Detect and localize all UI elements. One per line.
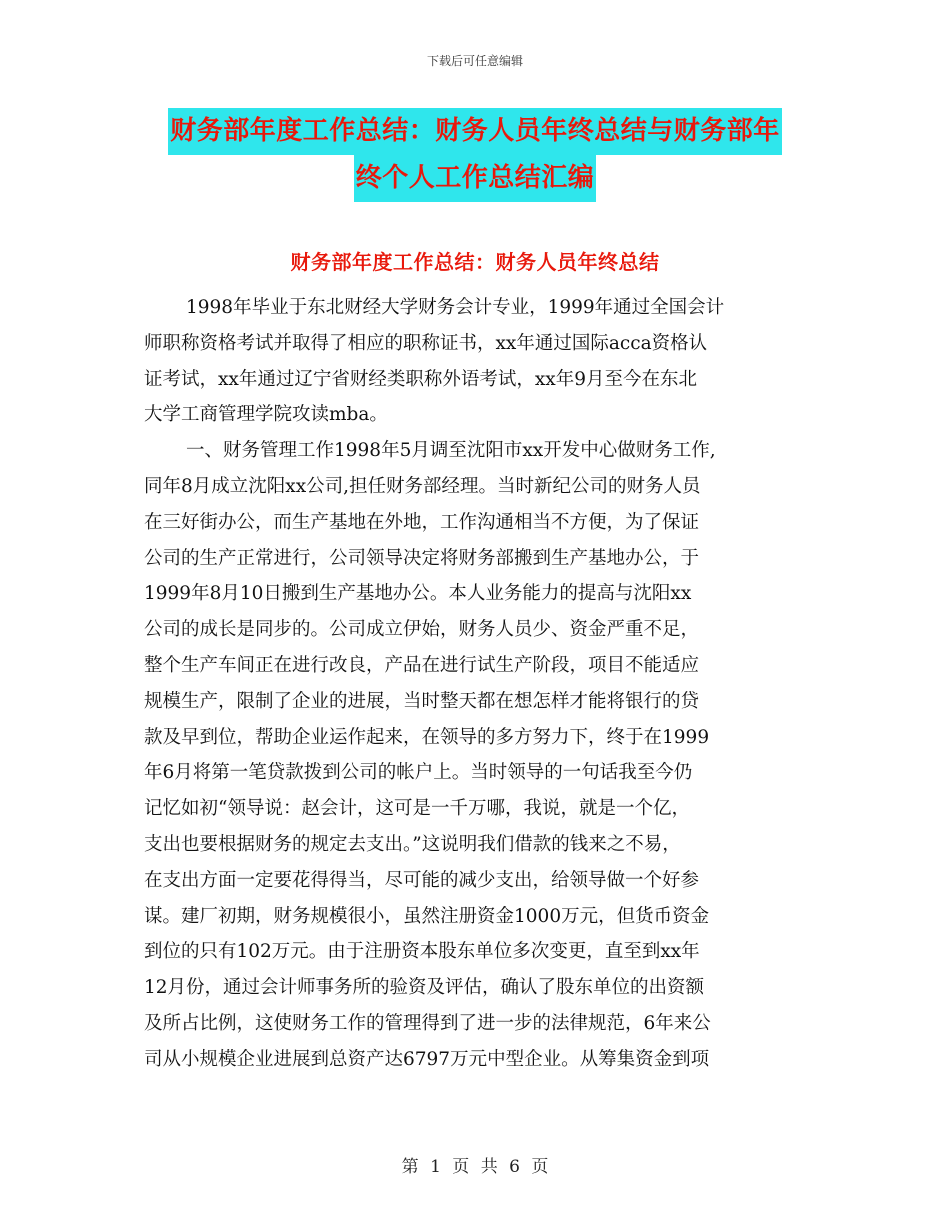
- paragraph-line: 在支出方面一定要花得得当，尽可能的减少支出，给领导做一个好参: [144, 869, 700, 891]
- paragraph-line: 年6月将第一笔贷款拨到公司的帐户上。当时领导的一句话我至今仍: [144, 762, 693, 784]
- paragraph-line: 公司的成长是同步的。公司成立伊始，财务人员少、资金严重不足，: [144, 619, 700, 641]
- paragraph-line: 到位的只有102万元。由于注册资本股东单位多次变更，直至到xx年: [144, 941, 700, 963]
- paragraph-line: 同年8月成立沈阳xx公司,担任财务部经理。当时新纪公司的财务人员: [144, 475, 701, 497]
- document-title-line-1: 财务部年度工作总结：财务人员年终总结与财务部年: [168, 108, 782, 155]
- paragraph-line: 整个生产车间正在进行改良，产品在进行试生产阶段，项目不能适应: [144, 654, 700, 676]
- paragraph-line: 规模生产，限制了企业的进展，当时整天都在想怎样才能将银行的贷: [144, 690, 700, 712]
- paragraph-line: 记忆如初“领导说：赵会计，这可是一千万哪，我说，就是一个亿，: [144, 798, 690, 820]
- page-number-footer: 第 1 页 共 6 页: [401, 1157, 549, 1177]
- paragraph-line: 12月份，通过会计师事务所的验资及评估，确认了股东单位的出资额: [144, 977, 705, 999]
- paragraph-line: 1999年8月10日搬到生产基地办公。本人业务能力的提高与沈阳xx: [144, 583, 692, 605]
- paragraph-line: 公司的生产正常进行，公司领导决定将财务部搬到生产基地办公，于: [144, 547, 700, 569]
- paragraph-line: 谋。建厂初期，财务规模很小，虽然注册资金1000万元，但货币资金: [144, 905, 710, 927]
- paragraph-line: 一、财务管理工作1998年5月调至沈阳市xx开发中心做财务工作,: [186, 440, 716, 462]
- paragraph-line: 证考试，xx年通过辽宁省财经类职称外语考试，xx年9月至今在东北: [144, 368, 698, 390]
- body-text: [144, 290, 814, 1078]
- paragraph-line: 师职称资格考试并取得了相应的职称证书，xx年通过国际acca资格认: [144, 332, 708, 354]
- paragraph-line: 1998年毕业于东北财经大学财务会计专业，1999年通过全国会计: [186, 297, 725, 318]
- paragraph-line: 大学工商管理学院攻读mba。: [144, 404, 388, 426]
- paragraph-line: 在三好街办公，而生产基地在外地，工作沟通相当不方便，为了保证: [144, 511, 700, 533]
- paragraph-line: 支出也要根据财务的规定去支出。”这说明我们借款的钱来之不易，: [144, 833, 681, 855]
- paragraph-line: 司从小规模企业进展到总资产达6797万元中型企业。从筹集资金到项: [144, 1048, 710, 1070]
- section-heading: 财务部年度工作总结：财务人员年终总结: [290, 250, 660, 274]
- paragraph-line: 及所占比例，这使财务工作的管理得到了进一步的法律规范，6年来公: [144, 1012, 711, 1034]
- paragraph-line: 款及早到位，帮助企业运作起来，在领导的多方努力下，终于在1999: [144, 726, 710, 748]
- page-header-note: 下载后可任意编辑: [426, 54, 523, 68]
- document-title-line-2: 终个人工作总结汇编: [354, 155, 597, 202]
- document-title: [0, 108, 950, 202]
